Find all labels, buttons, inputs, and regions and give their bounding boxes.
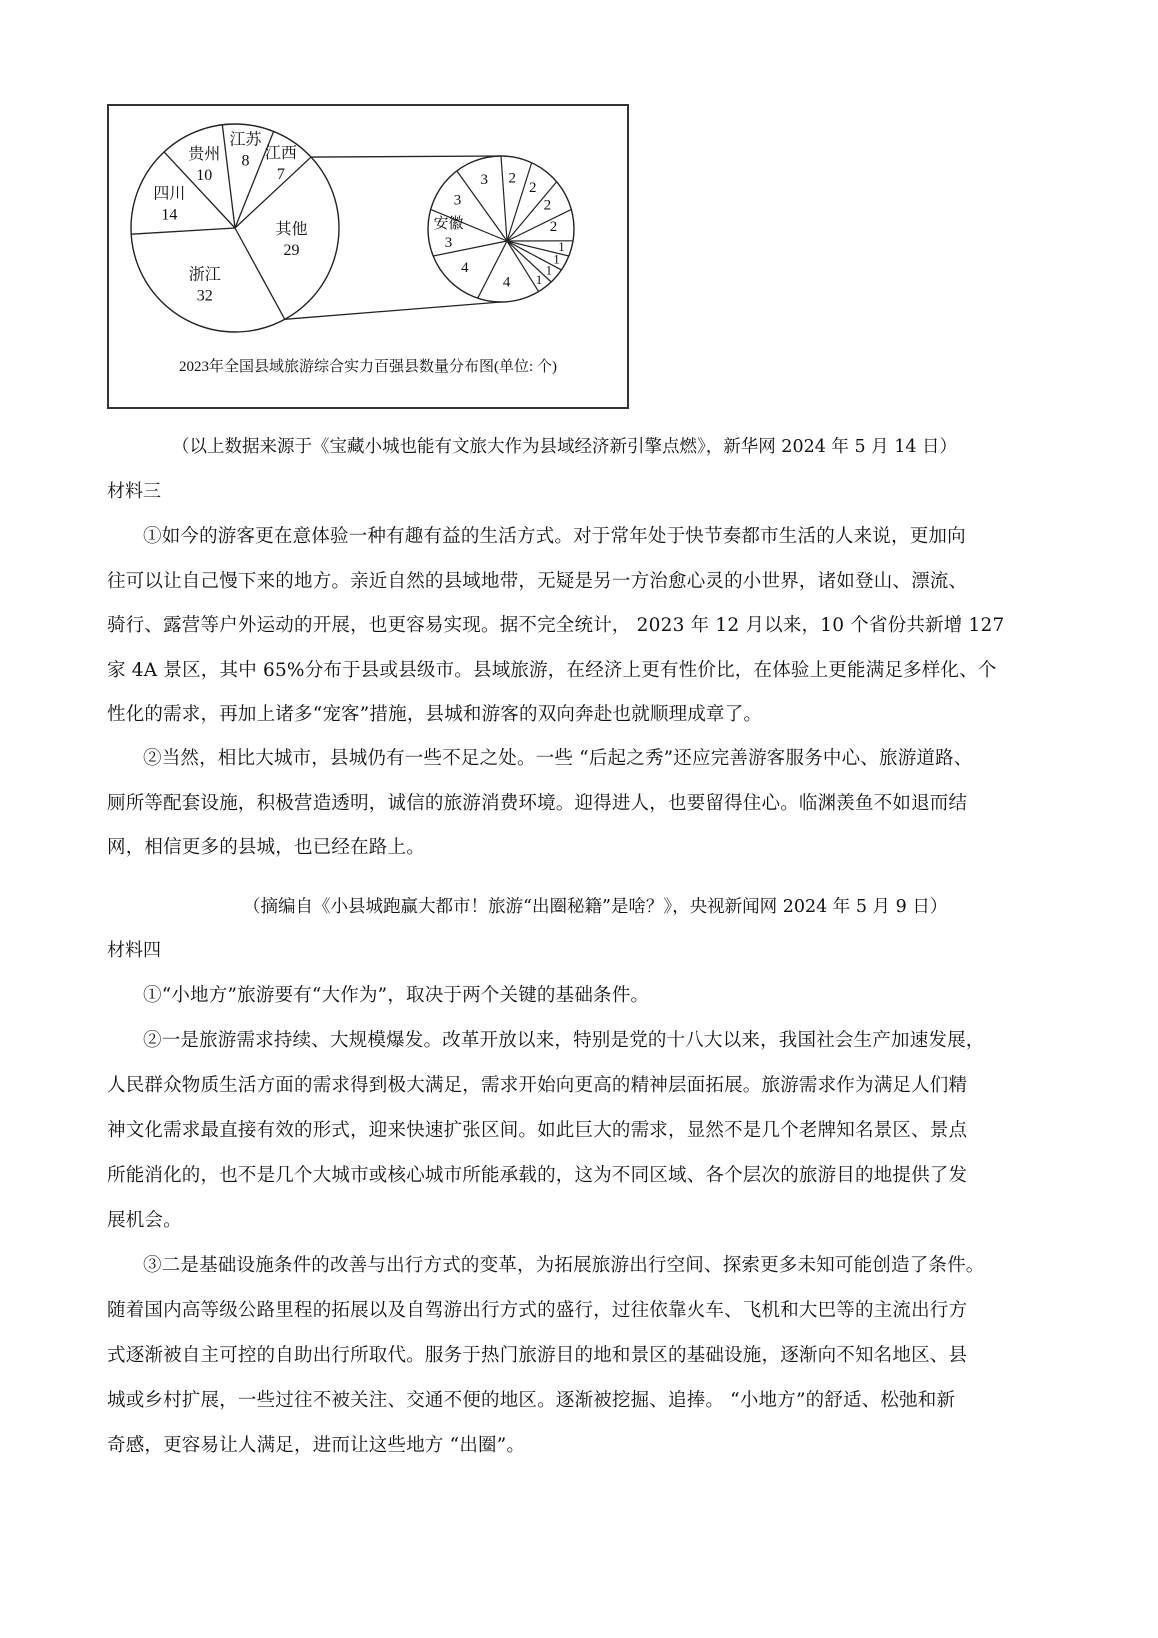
sub-pie-slice-value: 1 <box>545 262 553 278</box>
sub-pie-slice-value: 3 <box>453 192 462 209</box>
main-pie-slice-value: 7 <box>276 166 285 184</box>
paragraph-line: 展机会。 <box>107 1210 182 1231</box>
paragraph-line: 所能消化的，也不是几个大城市或核心城市所能承载的，这为不同区域、各个层次的旅游目的地提供了发 <box>107 1165 968 1186</box>
paragraph-line: ③二是基础设施条件的改善与出行方式的变革，为拓展旅游出行空间、探索更多未知可能创造了条件。 <box>143 1255 985 1276</box>
chart-source-citation: （以上数据来源于《宝藏小城也能有文旅大作为县域经济新引擎点燃》，新华网 2024 年 5 月 14 日） <box>172 437 958 457</box>
paragraph-line: 家 4A 景区，其中 65%分布于县或县级市。县域旅游，在经济上更有性价比，在体验上更能满足多样化、个 <box>107 660 997 681</box>
material-4-heading: 材料四 <box>107 940 161 961</box>
paragraph-line: ①如今的游客更在意体验一种有趣有益的生活方式。对于常年处于快节奏都市生活的人来说，更加向 <box>143 526 966 547</box>
sub-pie-slice-value: 2 <box>529 180 537 197</box>
main-pie-slice-value: 14 <box>161 206 178 224</box>
paragraph-line: 随着国内高等级公路里程的拓展以及自驾游出行方式的盛行，过往依靠火车、飞机和大巴等的主流出行方 <box>107 1300 968 1321</box>
pie-chart-figure <box>107 104 629 409</box>
paragraph-line: 厕所等配套设施，积极营造透明，诚信的旅游消费环境。迎得进人，也要留得住心。临渊羡鱼不如退而结 <box>107 793 968 814</box>
pie-chart-svg <box>109 106 627 407</box>
main-pie-slice-value: 10 <box>196 167 213 185</box>
paragraph-line: 性化的需求，再加上诸多“宠客”措施，县城和游客的双向奔赴也就顺理成章了。 <box>107 704 763 725</box>
sub-pie-slice-value: 2 <box>508 170 517 187</box>
paragraph-line: 奇感，更容易让人满足，进而让这些地方 “出圈”。 <box>107 1435 526 1456</box>
sub-pie-slice-value: 2 <box>549 219 558 236</box>
sub-pie-slice-label: 安徽 <box>433 215 464 232</box>
paragraph-line: 往可以让自己慢下来的地方。亲近自然的县域地带，无疑是另一方治愈心灵的小世界，诸如登山、漂流、 <box>107 571 968 592</box>
main-pie-slice-label: 其他 <box>275 221 308 239</box>
paragraph-line: 人民群众物质生活方面的需求得到极大满足，需求开始向更高的精神层面拓展。旅游需求作为满足人们精 <box>107 1075 968 1096</box>
sub-pie-slice-value: 4 <box>502 274 511 291</box>
chart-title: 2023年全国县域旅游综合实力百强县数量分布图(单位: 个) <box>179 359 557 375</box>
main-pie-slice-value: 32 <box>196 287 213 305</box>
sub-pie-slice-value: 3 <box>444 234 453 251</box>
paragraph-line: 式逐渐被自主可控的自助出行所取代。服务于热门旅游目的地和景区的基础设施，逐渐向不知名地区、县 <box>107 1345 968 1366</box>
paragraph-line: 神文化需求最直接有效的形式，迎来快速扩张区间。如此巨大的需求，显然不是几个老牌知名景区、景点 <box>107 1120 968 1141</box>
sub-pie-slice-value: 4 <box>461 260 469 277</box>
sub-pie-slice-value: 3 <box>480 172 488 189</box>
paragraph-line: ②当然，相比大城市，县城仍有一些不足之处。一些 “后起之秀”还应完善游客服务中心、旅游道路、 <box>143 748 973 769</box>
main-pie-slice-value: 29 <box>283 242 300 260</box>
sub-pie-slice-value: 2 <box>543 197 552 214</box>
main-pie-slice-label: 贵州 <box>188 146 221 164</box>
connector-line-top <box>311 156 501 157</box>
paragraph-line: 骑行、露营等户外运动的开展，也更容易实现。据不完全统计， 2023 年 12 月以来，10 个省份共新增 127 <box>107 615 1005 636</box>
main-pie-slice-label: 江苏 <box>229 131 262 149</box>
main-pie-slice-label: 浙江 <box>188 266 221 284</box>
sub-pie-slice-value: 1 <box>535 271 543 287</box>
material-3-heading: 材料三 <box>107 481 161 502</box>
main-pie-slice-label: 江西 <box>264 145 297 163</box>
paragraph-line: ②一是旅游需求持续、大规模爆发。改革开放以来，特别是党的十八大以来，我国社会生产加速发展， <box>143 1030 985 1051</box>
sub-pie-slice-value: 1 <box>553 251 560 267</box>
sub-pie-slice-value: 1 <box>558 238 565 254</box>
paragraph-line: 城或乡村扩展，一些过往不被关注、交通不便的地区。逐渐被挖掘、追捧。 “小地方”的舒适、松弛和新 <box>107 1390 956 1411</box>
main-pie-slice-value: 8 <box>241 152 250 170</box>
connector-line-bottom <box>285 302 501 319</box>
main-pie-slice-label: 四川 <box>153 185 186 203</box>
paragraph-line: ①“小地方”旅游要有“大作为”，取决于两个关键的基础条件。 <box>143 985 650 1006</box>
paragraph-line: 网，相信更多的县城，也已经在路上。 <box>107 837 425 858</box>
material-3-source-citation: （摘编自《小县城跑赢大都市！旅游“出圈秘籍”是啥？》，央视新闻网 2024 年 5 月 9 日） <box>243 897 948 917</box>
